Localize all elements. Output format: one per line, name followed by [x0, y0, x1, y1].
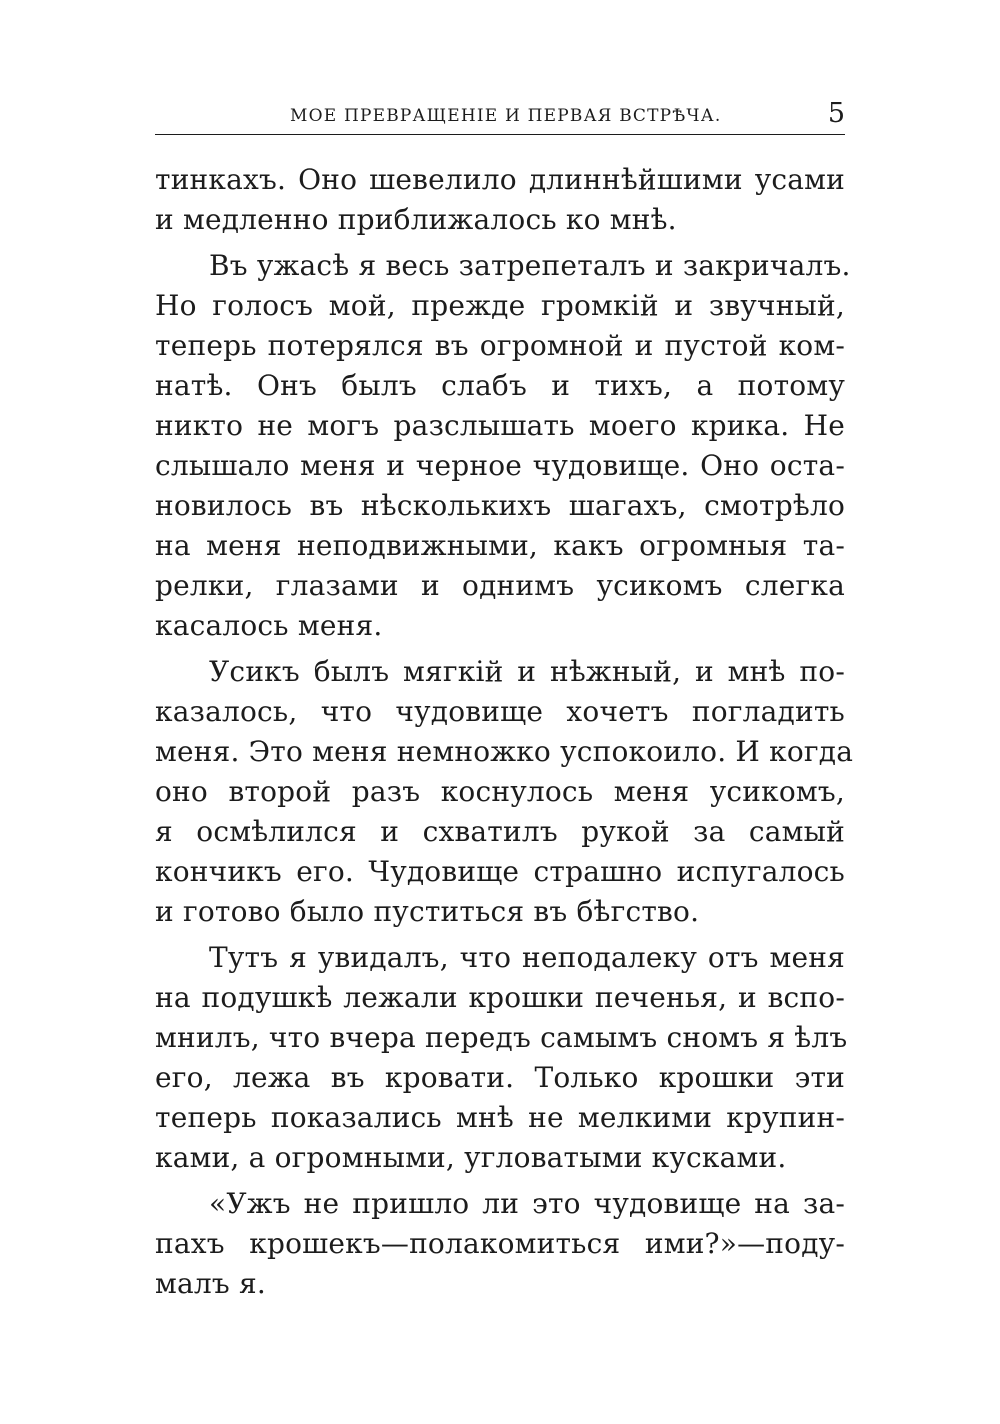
text-line: касалось меня.: [155, 609, 383, 642]
text-line: Въ ужасѣ я весь затрепеталъ и закричалъ.: [209, 249, 851, 282]
paragraph: [155, 652, 854, 932]
header-rule: [155, 134, 845, 135]
text-line: натѣ. Онъ былъ слабъ и тихъ, а потому: [155, 369, 845, 402]
text-line: меня. Это меня немножко успокоило. И когда: [155, 735, 854, 768]
text-line: мнилъ, что вчера передъ самымъ сномъ я ѣлъ: [155, 1021, 848, 1054]
body-text: [155, 160, 854, 1304]
text-line: кончикъ его. Чудовище страшно испугалось: [155, 855, 845, 888]
paragraph: [155, 1184, 845, 1304]
text-line: на меня неподвижными, какъ огромныя та-: [155, 529, 845, 562]
text-line: никто не могъ разслышать моего крика. Не: [155, 409, 845, 442]
paragraph: [155, 938, 848, 1178]
text-line: я осмѣлился и схватилъ рукой за самый: [155, 815, 845, 848]
text-line: Усикъ былъ мягкій и нѣжный, и мнѣ по-: [209, 655, 845, 688]
text-line: его, лежа въ кровати. Только крошки эти: [155, 1061, 845, 1094]
running-title: МОЕ ПРЕВРАЩЕНІЕ И ПЕРВАЯ ВСТРѢЧА.: [290, 106, 722, 126]
text-line: «Ужъ не пришло ли это чудовище на за-: [209, 1187, 845, 1220]
text-line: Тутъ я увидалъ, что неподалеку отъ меня: [209, 941, 845, 974]
text-line: малъ я.: [155, 1267, 266, 1300]
text-line: релки, глазами и однимъ усикомъ слегка: [155, 569, 845, 602]
page-number: 5: [827, 98, 845, 129]
text-line: на подушкѣ лежали крошки печенья, и вспо-: [155, 981, 845, 1014]
paragraph: [155, 246, 851, 646]
text-line: новилось въ нѣсколькихъ шагахъ, смотрѣло: [155, 489, 845, 522]
text-line: оно второй разъ коснулось меня усикомъ,: [155, 775, 845, 808]
text-line: слышало меня и черное чудовище. Оно оста-: [155, 449, 845, 482]
text-line: и медленно приближалось ко мнѣ.: [155, 203, 677, 236]
text-line: казалось, что чудовище хочетъ погладить: [155, 695, 845, 728]
page-header: [155, 100, 845, 136]
text-line: Но голосъ мой, прежде громкій и звучный,: [155, 289, 845, 322]
text-line: теперь показались мнѣ не мелкими крупин-: [155, 1101, 845, 1134]
text-line: ками, а огромными, угловатыми кусками.: [155, 1141, 787, 1174]
text-line: и готово было пуститься въ бѣгство.: [155, 895, 700, 928]
text-line: теперь потерялся въ огромной и пустой ком-: [155, 329, 845, 362]
text-line: тинкахъ. Оно шевелило длиннѣйшими усами: [155, 163, 845, 196]
paragraph: [155, 160, 845, 240]
text-line: пахъ крошекъ—полакомиться ими?»—поду-: [155, 1227, 845, 1260]
